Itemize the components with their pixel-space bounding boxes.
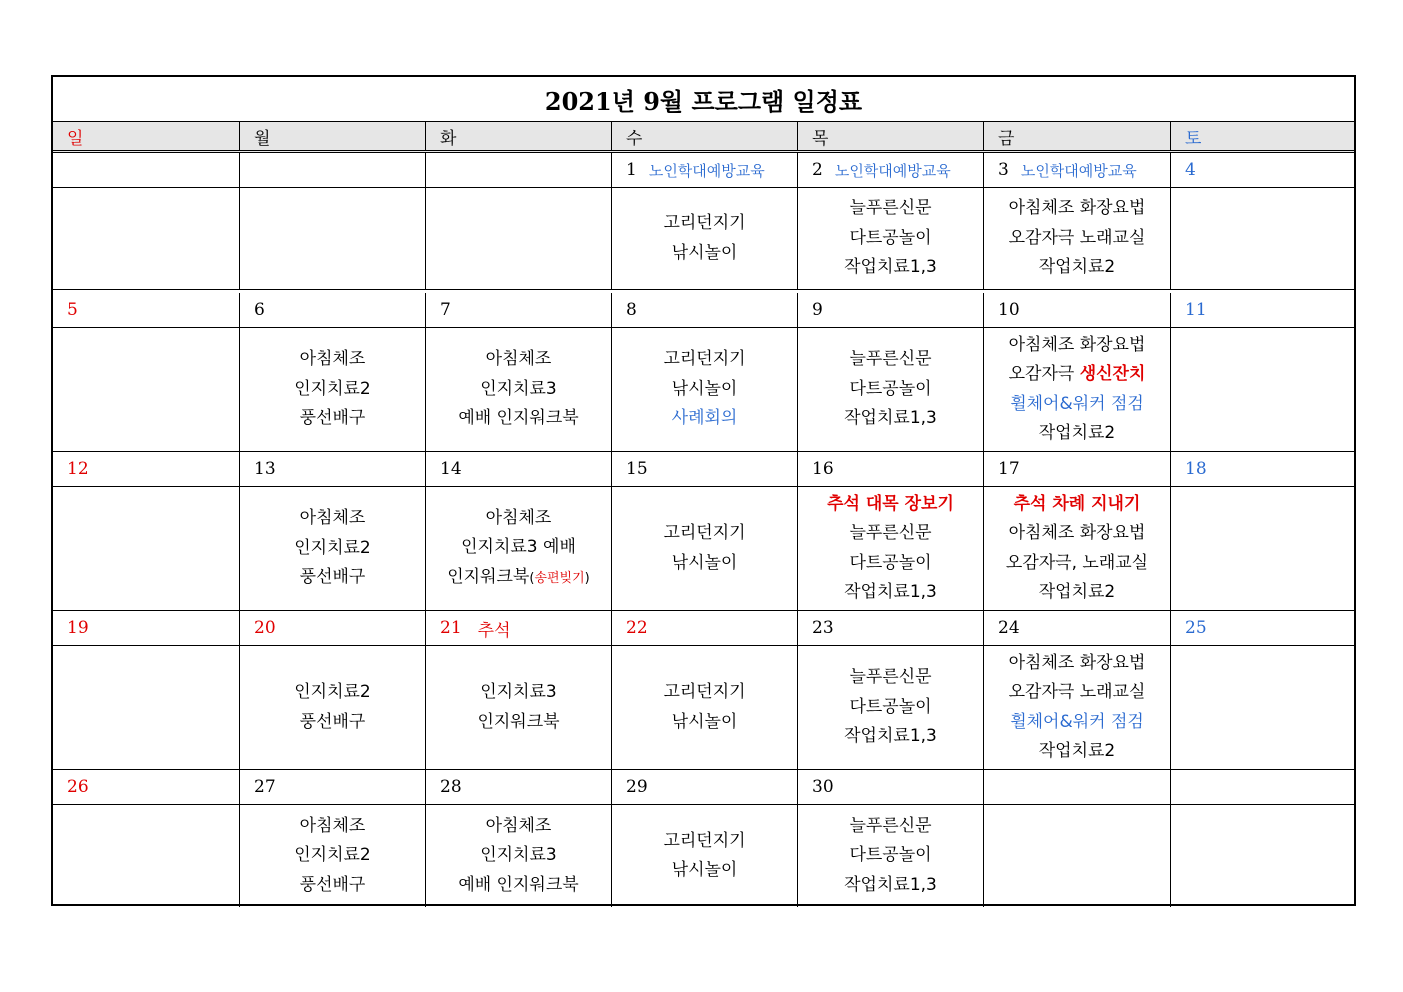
- activity-text: 인지치료3 예배: [461, 537, 576, 558]
- date-cell: [1170, 770, 1356, 805]
- date-cell: [425, 452, 611, 487]
- activity-text: 아침체조 화장요법: [1008, 523, 1146, 543]
- activity-line: [300, 345, 366, 375]
- date-number: 5: [67, 300, 78, 320]
- date-cell: [983, 452, 1170, 487]
- activity-cell: [797, 188, 983, 290]
- activity-cell: [797, 328, 983, 452]
- activity-text: 작업치료2: [1038, 257, 1116, 278]
- date-number: 2: [812, 160, 823, 180]
- activity-text: 인지치료2: [294, 845, 371, 866]
- activity-text: 오감자극: [1008, 364, 1080, 384]
- activity-text: 아침체조: [299, 508, 366, 529]
- date-cell: [611, 293, 797, 328]
- date-cell: [611, 452, 797, 487]
- date-number: 28: [440, 777, 462, 797]
- activity-text: 풍선배구: [299, 567, 366, 588]
- activity-line: [486, 345, 552, 375]
- activity-cell: [53, 805, 239, 907]
- activity-cell: [53, 188, 239, 290]
- date-number: 20: [254, 618, 276, 638]
- activity-line: [480, 841, 557, 871]
- activity-text: 휠체어&워커 점검: [1010, 711, 1144, 732]
- activity-text: 늘푸른신문: [849, 523, 932, 543]
- activity-cell: [797, 805, 983, 907]
- activity-cell: [983, 188, 1170, 290]
- weekday-header-1: 월: [239, 122, 425, 151]
- activity-cell: [611, 487, 797, 611]
- date-cell: [983, 153, 1170, 188]
- activity-line: [849, 224, 931, 254]
- date-number: 27: [254, 777, 276, 797]
- date-cell: [983, 611, 1170, 646]
- activity-cell: [239, 328, 425, 452]
- activity-text: 아침체조: [485, 507, 552, 528]
- date-number: 1: [626, 160, 637, 180]
- activity-text: 예배 인지워크북: [458, 408, 579, 429]
- activity-cell: [239, 487, 425, 611]
- date-cell: [53, 293, 239, 328]
- activity-line: [849, 519, 931, 549]
- activity-text: 작업치료1,3: [844, 257, 937, 278]
- activity-text: 늘푸른신문: [849, 815, 932, 836]
- activity-text: 다트공놀이: [849, 378, 932, 399]
- date-cell: [983, 293, 1170, 328]
- activity-text: 늘푸른신문: [849, 667, 932, 688]
- date-cell: [611, 153, 797, 188]
- activity-line: [1009, 194, 1146, 224]
- weekday-header-3: 수: [611, 122, 797, 151]
- date-cell: [53, 770, 239, 805]
- activity-text: 늘푸른신문: [849, 198, 932, 219]
- activity-text: 낚시놀이: [671, 552, 738, 573]
- activity-text: 인지치료3: [480, 682, 557, 702]
- activity-cell: [425, 487, 611, 611]
- date-number: 10: [998, 300, 1020, 320]
- calendar-table: [51, 75, 1356, 906]
- activity-cell: [1170, 805, 1356, 907]
- activity-text: 작업치료2: [1038, 741, 1116, 761]
- activity-cell: [983, 805, 1170, 907]
- activity-text: 인지치료2: [294, 378, 371, 399]
- activity-cell: [1170, 646, 1356, 770]
- date-number: 3: [998, 160, 1009, 180]
- date-number: 11: [1185, 300, 1207, 320]
- activity-text: 아침체조: [299, 349, 366, 370]
- date-cell: [53, 153, 239, 188]
- activity-line: [480, 375, 557, 405]
- activity-line: [300, 871, 366, 901]
- activity-line: [1009, 224, 1146, 254]
- date-number: 22: [626, 618, 648, 638]
- activity-text: 다트공놀이: [849, 227, 932, 248]
- date-cell: [797, 452, 983, 487]
- activity-text: 아침체조 화장요법: [1008, 334, 1146, 355]
- activity-line: [486, 812, 552, 842]
- activity-line: [827, 490, 954, 520]
- activity-line: [663, 209, 745, 239]
- weekday-header-5: 금: [983, 122, 1170, 151]
- activity-text: 오감자극 노래교실: [1008, 227, 1146, 248]
- activity-text: 고리던지기: [663, 349, 746, 370]
- activity-line: [1009, 649, 1146, 679]
- date-cell: [239, 770, 425, 805]
- activity-text: 작업치료1,3: [844, 726, 937, 747]
- date-number: 8: [626, 300, 637, 320]
- activity-cell: [53, 487, 239, 611]
- date-number: 13: [254, 459, 276, 479]
- activity-cell: [983, 328, 1170, 452]
- date-cell: [239, 611, 425, 646]
- date-cell: [239, 293, 425, 328]
- activity-line: [1010, 390, 1144, 420]
- activity-line: [844, 871, 937, 901]
- activity-text: 작업치료1,3: [844, 408, 937, 429]
- activity-text: 낚시놀이: [671, 378, 738, 399]
- activity-cell: [425, 188, 611, 290]
- activity-text: 추석 대목 장보기: [827, 493, 954, 514]
- activity-line: [477, 708, 559, 738]
- date-number: 12: [67, 459, 89, 479]
- activity-text: 예배 인지워크북: [458, 874, 579, 895]
- activity-cell: [53, 646, 239, 770]
- activity-line: [1039, 419, 1116, 449]
- date-number: 18: [1185, 459, 1207, 479]
- activity-cell: [425, 805, 611, 907]
- activity-cell: [239, 646, 425, 770]
- activity-cell: [425, 646, 611, 770]
- activity-cell: [1170, 487, 1356, 611]
- activity-line: [294, 534, 371, 564]
- activity-text: 다트공놀이: [849, 696, 932, 717]
- date-number: 7: [440, 300, 451, 320]
- activity-line: [849, 663, 931, 693]
- date-cell: [611, 611, 797, 646]
- activity-cell: [239, 805, 425, 907]
- activity-line: [1039, 737, 1116, 767]
- activity-line: [300, 563, 366, 593]
- activity-line: [300, 812, 366, 842]
- activity-line: [849, 812, 931, 842]
- weekday-header-4: 목: [797, 122, 983, 151]
- date-number: 25: [1185, 618, 1207, 638]
- date-cell: [425, 153, 611, 188]
- activity-line: [663, 678, 745, 708]
- activity-text: 인지치료2: [294, 537, 371, 558]
- activity-line: [1009, 331, 1146, 361]
- date-cell: [797, 293, 983, 328]
- weekday-header-row: [53, 121, 1354, 153]
- activity-text: 인지치료3: [480, 845, 557, 866]
- activity-cell: [425, 328, 611, 452]
- date-cell: [1170, 611, 1356, 646]
- date-cell: [239, 153, 425, 188]
- activity-line: [1010, 708, 1144, 738]
- activity-text: 사례회의: [671, 408, 738, 429]
- date-number: 17: [998, 459, 1020, 479]
- date-number: 23: [812, 618, 834, 638]
- activity-text: 낚시놀이: [671, 242, 738, 263]
- activity-line: [458, 871, 578, 901]
- activity-line: [1014, 490, 1141, 520]
- date-number: 21: [440, 618, 462, 638]
- activity-line: [1009, 519, 1146, 549]
- date-cell: [797, 770, 983, 805]
- page-title: 2021년 9월 프로그램 일정표: [53, 77, 1354, 122]
- activity-line: [294, 841, 371, 871]
- activity-text: 고리던지기: [663, 213, 746, 233]
- activity-line: [480, 678, 557, 708]
- activity-line: [849, 693, 931, 723]
- activity-text: 아침체조 화장요법: [1008, 198, 1146, 219]
- date-label: 노인학대예방교육: [1020, 161, 1137, 180]
- activity-line: [844, 578, 937, 608]
- activity-line: [849, 194, 931, 224]
- activity-cell: [797, 646, 983, 770]
- activity-line: [486, 504, 552, 534]
- activity-line: [849, 345, 931, 375]
- activity-note: (송편빚기): [529, 570, 590, 586]
- date-cell: [797, 611, 983, 646]
- activity-text: 낚시놀이: [671, 711, 738, 732]
- activity-text: 고리던지기: [663, 830, 746, 851]
- date-number: 9: [812, 300, 823, 320]
- date-label: 노인학대예방교육: [834, 161, 951, 180]
- activity-text: 인지치료2: [294, 682, 371, 702]
- activity-cell: [611, 188, 797, 290]
- activity-line: [1039, 578, 1116, 608]
- date-number: 6: [254, 300, 265, 320]
- activity-line: [1009, 360, 1146, 390]
- activity-text: 다트공놀이: [849, 552, 932, 573]
- activity-cell: [797, 487, 983, 611]
- date-cell: [53, 611, 239, 646]
- date-cell: [425, 770, 611, 805]
- activity-line: [1039, 253, 1116, 283]
- date-cell: [983, 770, 1170, 805]
- date-number: 16: [812, 459, 834, 479]
- activity-line: [294, 375, 371, 405]
- date-number: 15: [626, 459, 648, 479]
- activity-text: 고리던지기: [663, 682, 746, 702]
- activity-cell: [1170, 188, 1356, 290]
- weekday-header-2: 화: [425, 122, 611, 151]
- activity-line: [672, 239, 738, 269]
- date-number: 24: [998, 618, 1020, 638]
- activity-text: 오감자극, 노래교실: [1005, 552, 1149, 573]
- activity-cell: [611, 328, 797, 452]
- activity-line: [663, 345, 745, 375]
- activity-line: [672, 404, 738, 434]
- activity-line: [849, 841, 931, 871]
- activity-text: 아침체조: [299, 815, 366, 836]
- activity-text: 휠체어&워커 점검: [1010, 393, 1144, 414]
- date-number: 30: [812, 777, 834, 797]
- date-cell: [1170, 153, 1356, 188]
- activity-line: [294, 678, 371, 708]
- date-label: 추석: [477, 620, 511, 641]
- activity-line: [672, 375, 738, 405]
- activity-text: 작업치료1,3: [844, 582, 937, 602]
- date-cell: [611, 770, 797, 805]
- date-cell: [425, 611, 611, 646]
- activity-text: 오감자극 노래교실: [1008, 682, 1146, 702]
- activity-line: [300, 504, 366, 534]
- activity-line: [458, 404, 578, 434]
- activity-line: [663, 827, 745, 857]
- activity-line: [844, 404, 937, 434]
- activity-line: [300, 404, 366, 434]
- activity-line: [663, 519, 745, 549]
- activity-text: 작업치료2: [1038, 582, 1116, 602]
- activity-text: 인지워크북: [447, 566, 530, 587]
- activity-line: [849, 549, 931, 579]
- activity-cell: [53, 328, 239, 452]
- activity-text: 낚시놀이: [671, 860, 738, 880]
- weekday-header-0: 일: [67, 129, 84, 149]
- activity-line: [447, 563, 590, 594]
- activity-text: 인지워크북: [477, 711, 560, 732]
- activity-text: 추석 차례 지내기: [1013, 493, 1141, 514]
- activity-highlight: 생신잔치: [1079, 364, 1146, 384]
- activity-line: [844, 253, 937, 283]
- activity-text: 고리던지기: [663, 523, 746, 543]
- activity-text: 풍선배구: [299, 408, 366, 429]
- activity-cell: [1170, 328, 1356, 452]
- date-cell: [797, 153, 983, 188]
- weekday-header-6: 토: [1170, 122, 1356, 151]
- date-cell: [1170, 452, 1356, 487]
- activity-line: [461, 533, 576, 563]
- activity-text: 다트공놀이: [849, 845, 932, 866]
- activity-line: [1009, 678, 1146, 708]
- date-number: 29: [626, 777, 648, 797]
- activity-line: [672, 708, 738, 738]
- activity-line: [300, 708, 366, 738]
- activity-line: [844, 722, 937, 752]
- activity-text: 아침체조: [485, 349, 552, 370]
- activity-text: 작업치료2: [1038, 423, 1116, 443]
- activity-line: [1006, 549, 1148, 579]
- activity-cell: [611, 805, 797, 907]
- activity-text: 풍선배구: [299, 874, 366, 895]
- activity-line: [849, 375, 931, 405]
- date-number: 4: [1185, 160, 1196, 180]
- date-number: 14: [440, 459, 462, 479]
- activity-text: 풍선배구: [299, 711, 366, 732]
- activity-cell: [239, 188, 425, 290]
- activity-line: [672, 856, 738, 886]
- activity-text: 아침체조 화장요법: [1008, 652, 1146, 673]
- activity-line: [672, 549, 738, 579]
- date-cell: [425, 293, 611, 328]
- activity-cell: [983, 646, 1170, 770]
- activity-text: 작업치료1,3: [844, 874, 937, 895]
- date-number: 26: [67, 777, 89, 797]
- activity-text: 아침체조: [485, 815, 552, 836]
- date-cell: [53, 452, 239, 487]
- date-cell: [239, 452, 425, 487]
- activity-text: 인지치료3: [480, 378, 557, 399]
- date-label: 노인학대예방교육: [648, 161, 765, 180]
- date-cell: [1170, 293, 1356, 328]
- activity-text: 늘푸른신문: [849, 349, 932, 370]
- date-number: 19: [67, 618, 89, 638]
- activity-cell: [983, 487, 1170, 611]
- activity-cell: [611, 646, 797, 770]
